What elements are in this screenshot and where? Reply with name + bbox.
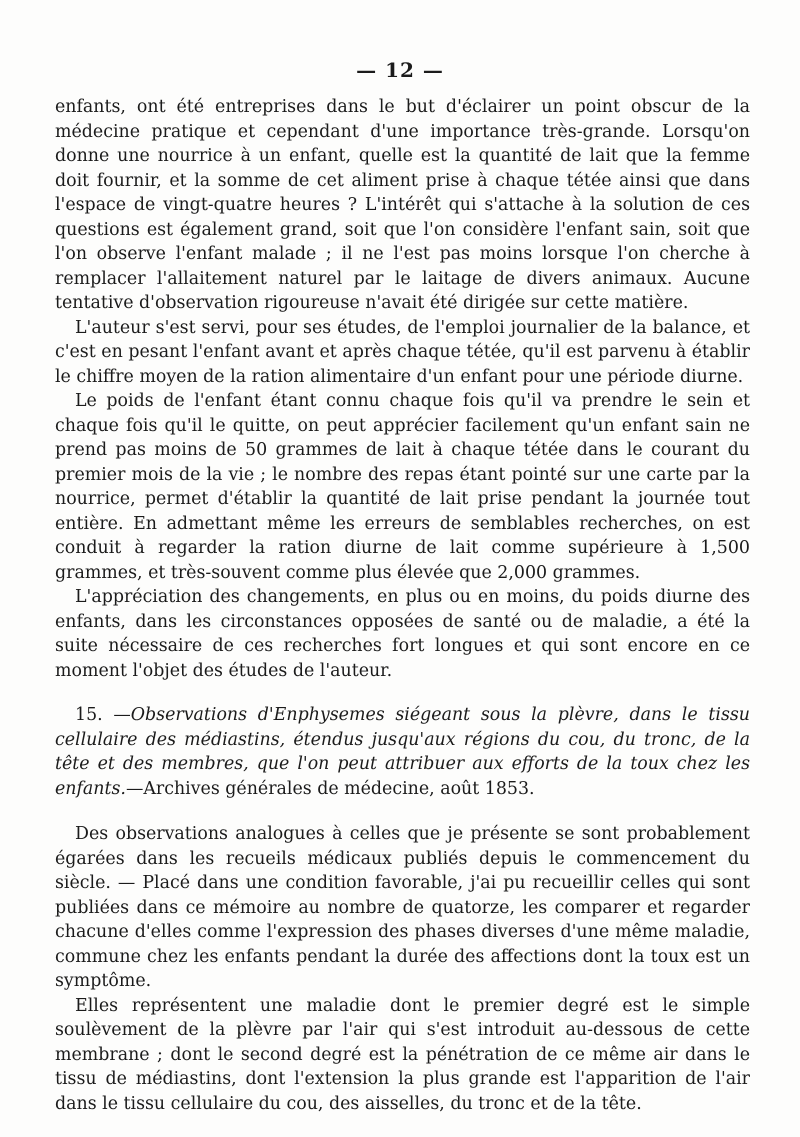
paragraph: enfants, ont été entreprises dans le but d'éclairer un point obscur de la médecine pratique et cependant d'une importance très-grande. Lorsqu'on donne une nourrice à un enfant, quelle est la quantité de lait que la femme doit fournir, et la somme de cet aliment prise à chaque tétée ainsi que dans l'espace de vingt-quatre heures ? L'intérêt qui s'attache à la solution de ces questions est également grand, soit que l'on considère l'enfant sain, soit que l'on observe l'enfant malade ; il ne l'est pas moins lorsque l'on cherche à remplacer l'allaitement naturel par le laitage de divers animaux. Aucune tentative d'observation rigoureuse n'avait été dirigée sur cette matière. — [55, 97, 750, 313]
entry-source: —Archives générales de médecine, août 1853. — [125, 778, 535, 799]
page-number: — 12 — — [356, 58, 444, 82]
entry-title: Observations d'Enphysemes siégeant sous la plèvre, dans le tissu cellulaire des médiastins, étendus jusqu'aux régions du cou, du tronc, de la tête et des membres, que l'on peut attribuer aux efforts de la toux chez les enfants. — [55, 705, 750, 799]
bibliographic-entry — [55, 703, 750, 801]
paragraph: L'auteur s'est servi, pour ses études, de l'emploi journalier de la balance, et c'est en pesant l'enfant avant et après chaque tétée, qu'il est parvenu à établir le chiffre moyen de la ration alimentaire d'un enfant pour une période diurne. — [55, 317, 750, 387]
paragraph: L'appréciation des changements, en plus ou en moins, du poids diurne des enfants, dans les circonstances opposées de santé ou de maladie, a été la suite nécessaire de ces recherches fort longues et qui sont encore en ce moment l'objet des études de l'auteur. — [55, 587, 750, 681]
entry-text — [55, 703, 750, 801]
body-text-bottom — [55, 822, 750, 1116]
body-text-top — [55, 95, 750, 683]
paragraph: Des observations analogues à celles que je présente se sont probablement égarées dans les recueils médicaux publiés depuis le commencement du siècle. — Placé dans une condition favorable, j'ai pu recueillir celles qui sont publiées dans ce mémoire au nombre de quatorze, les comparer et regarder chacune d'elles comme l'expression des phases diverses d'une même maladie, commune chez les enfants pendant la durée des affections dont la toux est un symptôme. — [55, 824, 750, 991]
entry-number: 15. — — [75, 705, 131, 725]
paragraph: Le poids de l'enfant étant connu chaque fois qu'il va prendre le sein et chaque fois qu'il le quitte, on peut apprécier facilement qu'un enfant sain ne prend pas moins de 50 grammes de lait à chaque tétée dans le courant du premier mois de la vie ; le nombre des repas étant pointé sur une carte par la nourrice, permet d'établir la quantité de lait prise pendant la journée tout entière. En admettant même les erreurs de semblables recherches, on est conduit à regarder la ration diurne de lait comme supérieure à 1,500 grammes, et très-souvent comme plus élevée que 2,000 grammes. — [55, 391, 750, 583]
paragraph: Elles représentent une maladie dont le premier degré est le simple soulèvement de la plèvre par l'air qui s'est introduit au-dessous de cette membrane ; dont le second degré est la pénétration de ce même air dans le tissu de médiastins, dont l'extension la plus grande est l'apparition de l'air dans le tissu cellulaire du cou, des aisselles, du tronc et de la tête. — [55, 995, 750, 1114]
